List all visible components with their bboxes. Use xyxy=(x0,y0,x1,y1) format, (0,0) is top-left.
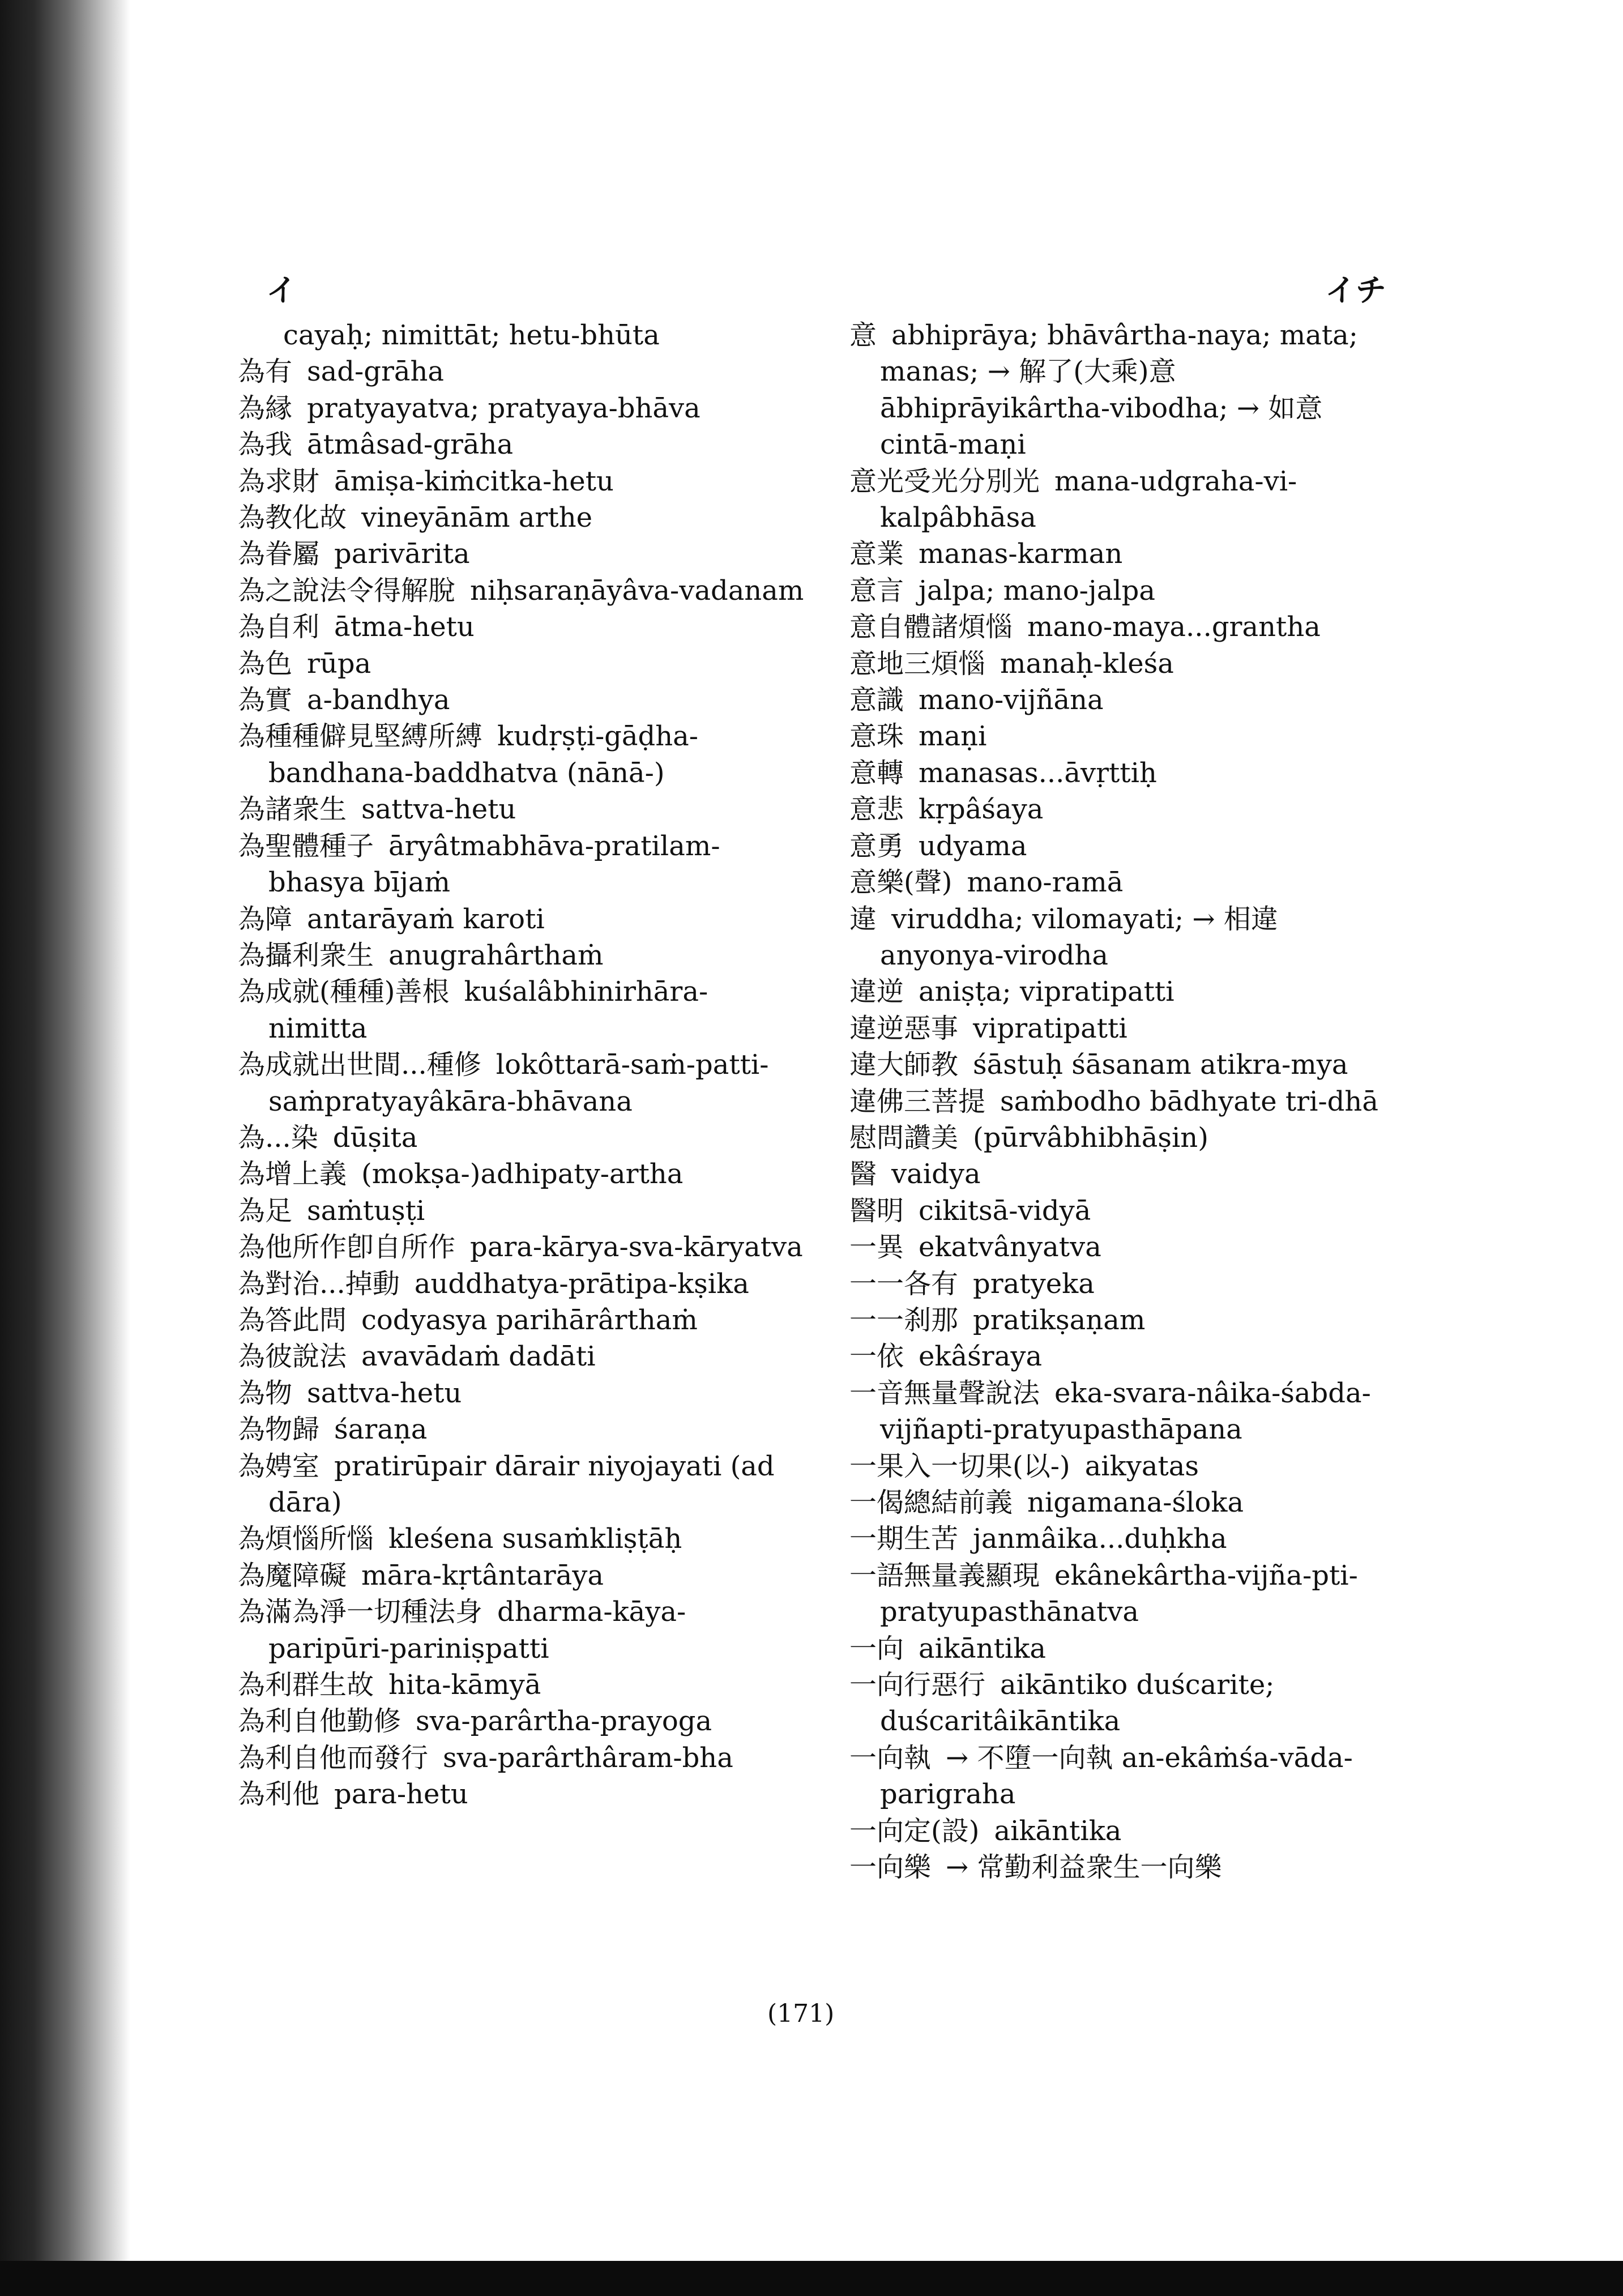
entry-term: 違逆 xyxy=(849,976,904,1008)
dictionary-entry xyxy=(849,317,1404,463)
entry-gloss: auddhatya-prātipa-kṣika xyxy=(414,1268,749,1300)
dictionary-entry xyxy=(238,1193,804,1229)
dictionary-entry xyxy=(849,1302,1404,1338)
entry-gloss: aikyatas xyxy=(1084,1450,1199,1482)
entry-gloss: jalpa; mano-jalpa xyxy=(919,574,1155,607)
dictionary-entry xyxy=(238,682,804,718)
dictionary-entry xyxy=(849,1813,1404,1849)
entry-gloss: kuśalâbhinirhāra-nimitta xyxy=(268,976,708,1044)
entry-term: 意識 xyxy=(849,684,904,716)
dictionary-entry xyxy=(849,536,1404,572)
entry-gloss: pratirūpair dārair niyojayati (ad dāra) xyxy=(268,1450,775,1518)
entry-gloss: śāstuḥ śāsanam atikra-mya xyxy=(973,1049,1348,1081)
entry-term: 違逆惡事 xyxy=(849,1012,959,1044)
dictionary-entry xyxy=(849,864,1404,901)
entry-gloss: āryâtmabhāva-pratilam-bhasya bījaṁ xyxy=(268,830,720,899)
right-column xyxy=(849,317,1404,1885)
entry-term: 為他所作卽自所作 xyxy=(238,1231,456,1264)
entry-term: 為滿為淨一切種法身 xyxy=(238,1596,483,1628)
entry-gloss: kṛpâśaya xyxy=(919,793,1044,826)
entry-term: 為足 xyxy=(238,1194,293,1227)
dictionary-entry xyxy=(849,1338,1404,1375)
entry-term: 意勇 xyxy=(849,830,904,862)
entry-term: 為我 xyxy=(238,429,293,461)
entry-term: 一語無量義顯現 xyxy=(849,1559,1040,1591)
dictionary-entry xyxy=(238,1521,804,1557)
entry-term: 一偈總結前義 xyxy=(849,1487,1013,1518)
entry-gloss: pratikṣaṇam xyxy=(973,1304,1146,1336)
entry-gloss: antarāyaṁ karoti xyxy=(307,903,545,935)
entry-term: 為聖體種子 xyxy=(238,830,374,862)
entry-gloss: śaraṇa xyxy=(334,1414,428,1446)
dictionary-entry xyxy=(238,1156,804,1192)
dictionary-entry xyxy=(849,1156,1404,1192)
entry-gloss: aniṣṭa; vipratipatti xyxy=(919,976,1174,1008)
entry-term: 違 xyxy=(849,903,877,935)
running-header-left: イ xyxy=(266,272,297,308)
dictionary-entry xyxy=(849,1047,1404,1083)
entry-term: 為自利 xyxy=(238,611,320,643)
left-column xyxy=(238,317,804,1813)
entry-gloss: vaidya xyxy=(891,1158,981,1190)
dictionary-entry xyxy=(849,1667,1404,1740)
dictionary-entry xyxy=(849,573,1404,609)
dictionary-entry xyxy=(238,1594,804,1667)
entry-gloss: sattva-hetu xyxy=(307,1377,462,1409)
dictionary-entry xyxy=(238,937,804,974)
entry-term: 一一刹那 xyxy=(849,1304,959,1336)
entry-gloss: vipratipatti xyxy=(973,1012,1127,1044)
dictionary-entry xyxy=(238,718,804,791)
dictionary-entry xyxy=(238,1302,804,1338)
dictionary-entry xyxy=(238,1448,804,1521)
dictionary-entry xyxy=(238,317,804,353)
dictionary-entry xyxy=(238,1411,804,1448)
entry-gloss: āmiṣa-kiṁcitka-hetu xyxy=(334,465,614,497)
entry-gloss: para-hetu xyxy=(334,1778,468,1811)
dictionary-entry xyxy=(849,1193,1404,1229)
entry-gloss: mano-ramā xyxy=(967,867,1124,899)
entry-term: 為利群生故 xyxy=(238,1669,374,1701)
entry-gloss: → 常勤利益衆生一向樂 xyxy=(946,1851,1222,1884)
entry-gloss: mano-maya...grantha xyxy=(1027,611,1321,643)
entry-term: 一音無量聲說法 xyxy=(849,1377,1040,1409)
entry-term: 一異 xyxy=(849,1231,904,1264)
entry-term: 為色 xyxy=(238,647,293,680)
entry-term: 意光受光分別光 xyxy=(849,465,1040,497)
entry-gloss: rūpa xyxy=(307,647,371,680)
dictionary-entry xyxy=(849,1740,1404,1813)
dictionary-entry xyxy=(238,426,804,463)
entry-term: 為煩惱所惱 xyxy=(238,1523,374,1555)
dictionary-entry xyxy=(849,755,1404,791)
entry-gloss: ātmâsad-grāha xyxy=(307,429,514,461)
dictionary-entry xyxy=(849,901,1404,974)
entry-term: 意自體諸煩惱 xyxy=(849,611,1013,643)
entry-gloss: aikāntika xyxy=(994,1815,1122,1847)
entry-gloss: dharma-kāya-paripūri-pariniṣpatti xyxy=(268,1596,686,1665)
entry-term: 為魔障礙 xyxy=(238,1559,347,1591)
entry-term: 醫 xyxy=(849,1158,877,1190)
dictionary-entry xyxy=(849,1120,1404,1156)
dictionary-entry xyxy=(849,1631,1404,1667)
entry-term: 一向行惡行 xyxy=(849,1669,986,1701)
entry-gloss: eka-svara-nâika-śabda-vijñapti-pratyupasthāpana xyxy=(880,1377,1371,1446)
entry-gloss: (mokṣa-)adhipaty-artha xyxy=(361,1158,684,1190)
entry-gloss: pratyeka xyxy=(973,1268,1095,1300)
entry-gloss: lokôttarā-saṁ-patti-saṁpratyayâkāra-bhāvana xyxy=(268,1049,769,1117)
entry-gloss: saṁbodho bādhyate tri-dhā xyxy=(1000,1085,1378,1117)
dictionary-entry xyxy=(849,791,1404,827)
dictionary-entry xyxy=(849,1557,1404,1631)
entry-term: 為物 xyxy=(238,1377,293,1409)
entry-term: 一向定(設) xyxy=(849,1815,980,1847)
dictionary-entry xyxy=(238,609,804,645)
dictionary-entry xyxy=(238,1120,804,1156)
entry-gloss: ātma-hetu xyxy=(334,611,475,643)
entry-gloss: mano-vijñāna xyxy=(919,684,1104,716)
entry-gloss: pratyayatva; pratyaya-bhāva xyxy=(307,392,701,424)
dictionary-entry xyxy=(849,682,1404,718)
entry-term: 意悲 xyxy=(849,793,904,826)
dictionary-entry xyxy=(849,828,1404,864)
dictionary-entry xyxy=(849,609,1404,645)
entry-term: 為對治...掉動 xyxy=(238,1268,400,1300)
dictionary-entry xyxy=(849,974,1404,1010)
entry-gloss: mana-udgraha-vi-kalpâbhāsa xyxy=(880,465,1297,534)
entry-term: 一一各有 xyxy=(849,1268,959,1300)
entry-gloss: ekâśraya xyxy=(919,1341,1043,1373)
entry-term: 為利他 xyxy=(238,1778,320,1811)
entry-gloss: manas-karman xyxy=(919,538,1123,570)
entry-gloss: nigamana-śloka xyxy=(1027,1487,1244,1518)
dictionary-entry xyxy=(238,1266,804,1302)
entry-term: 為種種僻見堅縛所縛 xyxy=(238,720,483,753)
entry-gloss: parivārita xyxy=(334,538,470,570)
entry-gloss: (pūrvâbhibhāṣin) xyxy=(973,1121,1208,1154)
entry-term: 意地三煩惱 xyxy=(849,647,986,680)
entry-gloss: vineyānām arthe xyxy=(361,502,593,534)
entry-gloss: niḥsaraṇāyâva-vadanam xyxy=(470,574,804,607)
entry-gloss: viruddha; vilomayati; → 相違 anyonya-virodha xyxy=(880,903,1278,971)
entry-term: 為物歸 xyxy=(238,1414,320,1446)
dictionary-entry xyxy=(238,791,804,827)
entry-gloss: kleśena susaṁkliṣṭāḥ xyxy=(388,1523,682,1555)
entry-term: 意樂(聲) xyxy=(849,867,953,899)
page-number: (171) xyxy=(767,1999,835,2028)
entry-term: 為成就出世間...種修 xyxy=(238,1049,481,1081)
entry-term: 一向執 xyxy=(849,1742,932,1774)
entry-gloss: aikāntika xyxy=(919,1632,1046,1665)
dictionary-entry xyxy=(238,1740,804,1776)
entry-term: 意 xyxy=(849,319,877,351)
dictionary-entry xyxy=(238,573,804,609)
dictionary-entry xyxy=(238,828,804,901)
entry-gloss: → 不墮一向執 an-ekâṁśa-vāda-parigraha xyxy=(880,1742,1353,1811)
running-header-right: イチ xyxy=(1325,272,1386,308)
entry-term: 為利自他勤修 xyxy=(238,1705,402,1738)
entry-gloss: māra-kṛtântarāya xyxy=(361,1559,604,1591)
dictionary-entry xyxy=(238,1557,804,1594)
entry-gloss: janmâika...duḥkha xyxy=(973,1523,1227,1555)
dictionary-entry xyxy=(849,1375,1404,1448)
dictionary-entry xyxy=(238,1776,804,1812)
dictionary-entry xyxy=(238,536,804,572)
entry-gloss: ekânekârtha-vijña-pti-pratyupasthānatva xyxy=(880,1559,1358,1628)
entry-term: 一向樂 xyxy=(849,1851,932,1884)
entry-term: 為彼說法 xyxy=(238,1341,347,1373)
dictionary-entry xyxy=(849,1849,1404,1885)
dictionary-entry xyxy=(238,1375,804,1411)
dictionary-entry xyxy=(849,1083,1404,1120)
entry-term: 為利自他而發行 xyxy=(238,1742,429,1774)
entry-gloss: sattva-hetu xyxy=(361,793,516,826)
entry-term: 為答此問 xyxy=(238,1304,347,1336)
dictionary-entry xyxy=(238,1338,804,1375)
dictionary-entry xyxy=(849,1229,1404,1265)
entry-term: 慰問讚美 xyxy=(849,1121,959,1154)
dictionary-entry xyxy=(849,1266,1404,1302)
entry-term: 為教化故 xyxy=(238,502,347,534)
entry-term: 為成就(種種)善根 xyxy=(238,976,450,1008)
entry-gloss: hita-kāmyā xyxy=(388,1669,541,1701)
entry-gloss: anugrahârthaṁ xyxy=(388,939,604,971)
entry-gloss: maṇi xyxy=(919,720,987,753)
entry-term: 一果入一切果(以-) xyxy=(849,1450,1070,1482)
entry-gloss: kudṛṣṭi-gāḍha-bandhana-baddhatva (nānā-) xyxy=(268,720,698,789)
entry-gloss: sva-parârtha-prayoga xyxy=(416,1705,712,1738)
dictionary-entry xyxy=(238,1047,804,1120)
entry-term: 為娉室 xyxy=(238,1450,320,1482)
dictionary-entry xyxy=(849,1448,1404,1484)
dictionary-entry xyxy=(849,1521,1404,1557)
dictionary-entry xyxy=(238,646,804,682)
entry-gloss: sva-parârthâram-bha xyxy=(443,1742,733,1774)
dictionary-entry xyxy=(849,1484,1404,1521)
entry-term: 為實 xyxy=(238,684,293,716)
entry-gloss: saṁtuṣṭi xyxy=(307,1194,425,1227)
dictionary-entry xyxy=(238,901,804,937)
entry-term: 一期生苦 xyxy=(849,1523,959,1555)
entry-gloss: udyama xyxy=(919,830,1027,862)
dictionary-entry xyxy=(238,463,804,500)
entry-term: 為之說法令得解脫 xyxy=(238,574,456,607)
entry-gloss: codyasya parihārârthaṁ xyxy=(361,1304,698,1336)
entry-gloss: cayaḥ; nimittāt; hetu-bhūta xyxy=(283,319,660,351)
dictionary-entry xyxy=(238,974,804,1047)
entry-term: 為縁 xyxy=(238,392,293,424)
entry-gloss: a-bandhya xyxy=(307,684,450,716)
entry-term: 一向 xyxy=(849,1632,904,1665)
entry-gloss: avavādaṁ dadāti xyxy=(361,1341,596,1373)
entry-term: 一依 xyxy=(849,1341,904,1373)
dictionary-entry xyxy=(849,463,1404,536)
entry-gloss: dūṣita xyxy=(332,1121,418,1154)
entry-gloss: cikitsā-vidyā xyxy=(919,1194,1091,1227)
entry-term: 意言 xyxy=(849,574,904,607)
entry-term: 為求財 xyxy=(238,465,320,497)
dictionary-entry xyxy=(849,646,1404,682)
scan-bottom-edge xyxy=(0,2261,1623,2296)
entry-term: 意珠 xyxy=(849,720,904,753)
entry-gloss: manasas...āvṛttiḥ xyxy=(919,757,1157,789)
scan-gutter-shadow xyxy=(0,0,130,2296)
entry-term: 為障 xyxy=(238,903,293,935)
entry-gloss: abhiprāya; bhāvârtha-naya; mata; manas; → 解了(大乘)意 ābhiprāyikârtha-vibodha; → 如意 cintā-maṇi xyxy=(880,319,1358,461)
dictionary-entry xyxy=(238,353,804,390)
entry-term: 為諸衆生 xyxy=(238,793,347,826)
entry-gloss: sad-grāha xyxy=(307,356,445,388)
entry-term: 違佛三菩提 xyxy=(849,1085,986,1117)
dictionary-entry xyxy=(238,1703,804,1739)
entry-gloss: ekatvânyatva xyxy=(919,1231,1101,1264)
entry-gloss: para-kārya-sva-kāryatva xyxy=(470,1231,803,1264)
entry-term: 為有 xyxy=(238,356,293,388)
dictionary-entry xyxy=(238,390,804,426)
entry-term: 意業 xyxy=(849,538,904,570)
dictionary-entry xyxy=(238,1229,804,1265)
entry-term: 為...染 xyxy=(238,1121,318,1154)
dictionary-entry xyxy=(238,1667,804,1703)
dictionary-entry xyxy=(849,1010,1404,1047)
entry-term: 為增上義 xyxy=(238,1158,347,1190)
entry-gloss: aikāntiko duścarite; duścaritâikāntika xyxy=(880,1669,1275,1738)
entry-term: 醫明 xyxy=(849,1194,904,1227)
entry-gloss: manaḥ-kleśa xyxy=(1000,647,1174,680)
entry-term: 為眷屬 xyxy=(238,538,320,570)
dictionary-entry xyxy=(849,718,1404,754)
entry-term: 違大師教 xyxy=(849,1049,959,1081)
dictionary-entry xyxy=(238,500,804,536)
entry-term: 為攝利衆生 xyxy=(238,939,374,971)
entry-term: 意轉 xyxy=(849,757,904,789)
